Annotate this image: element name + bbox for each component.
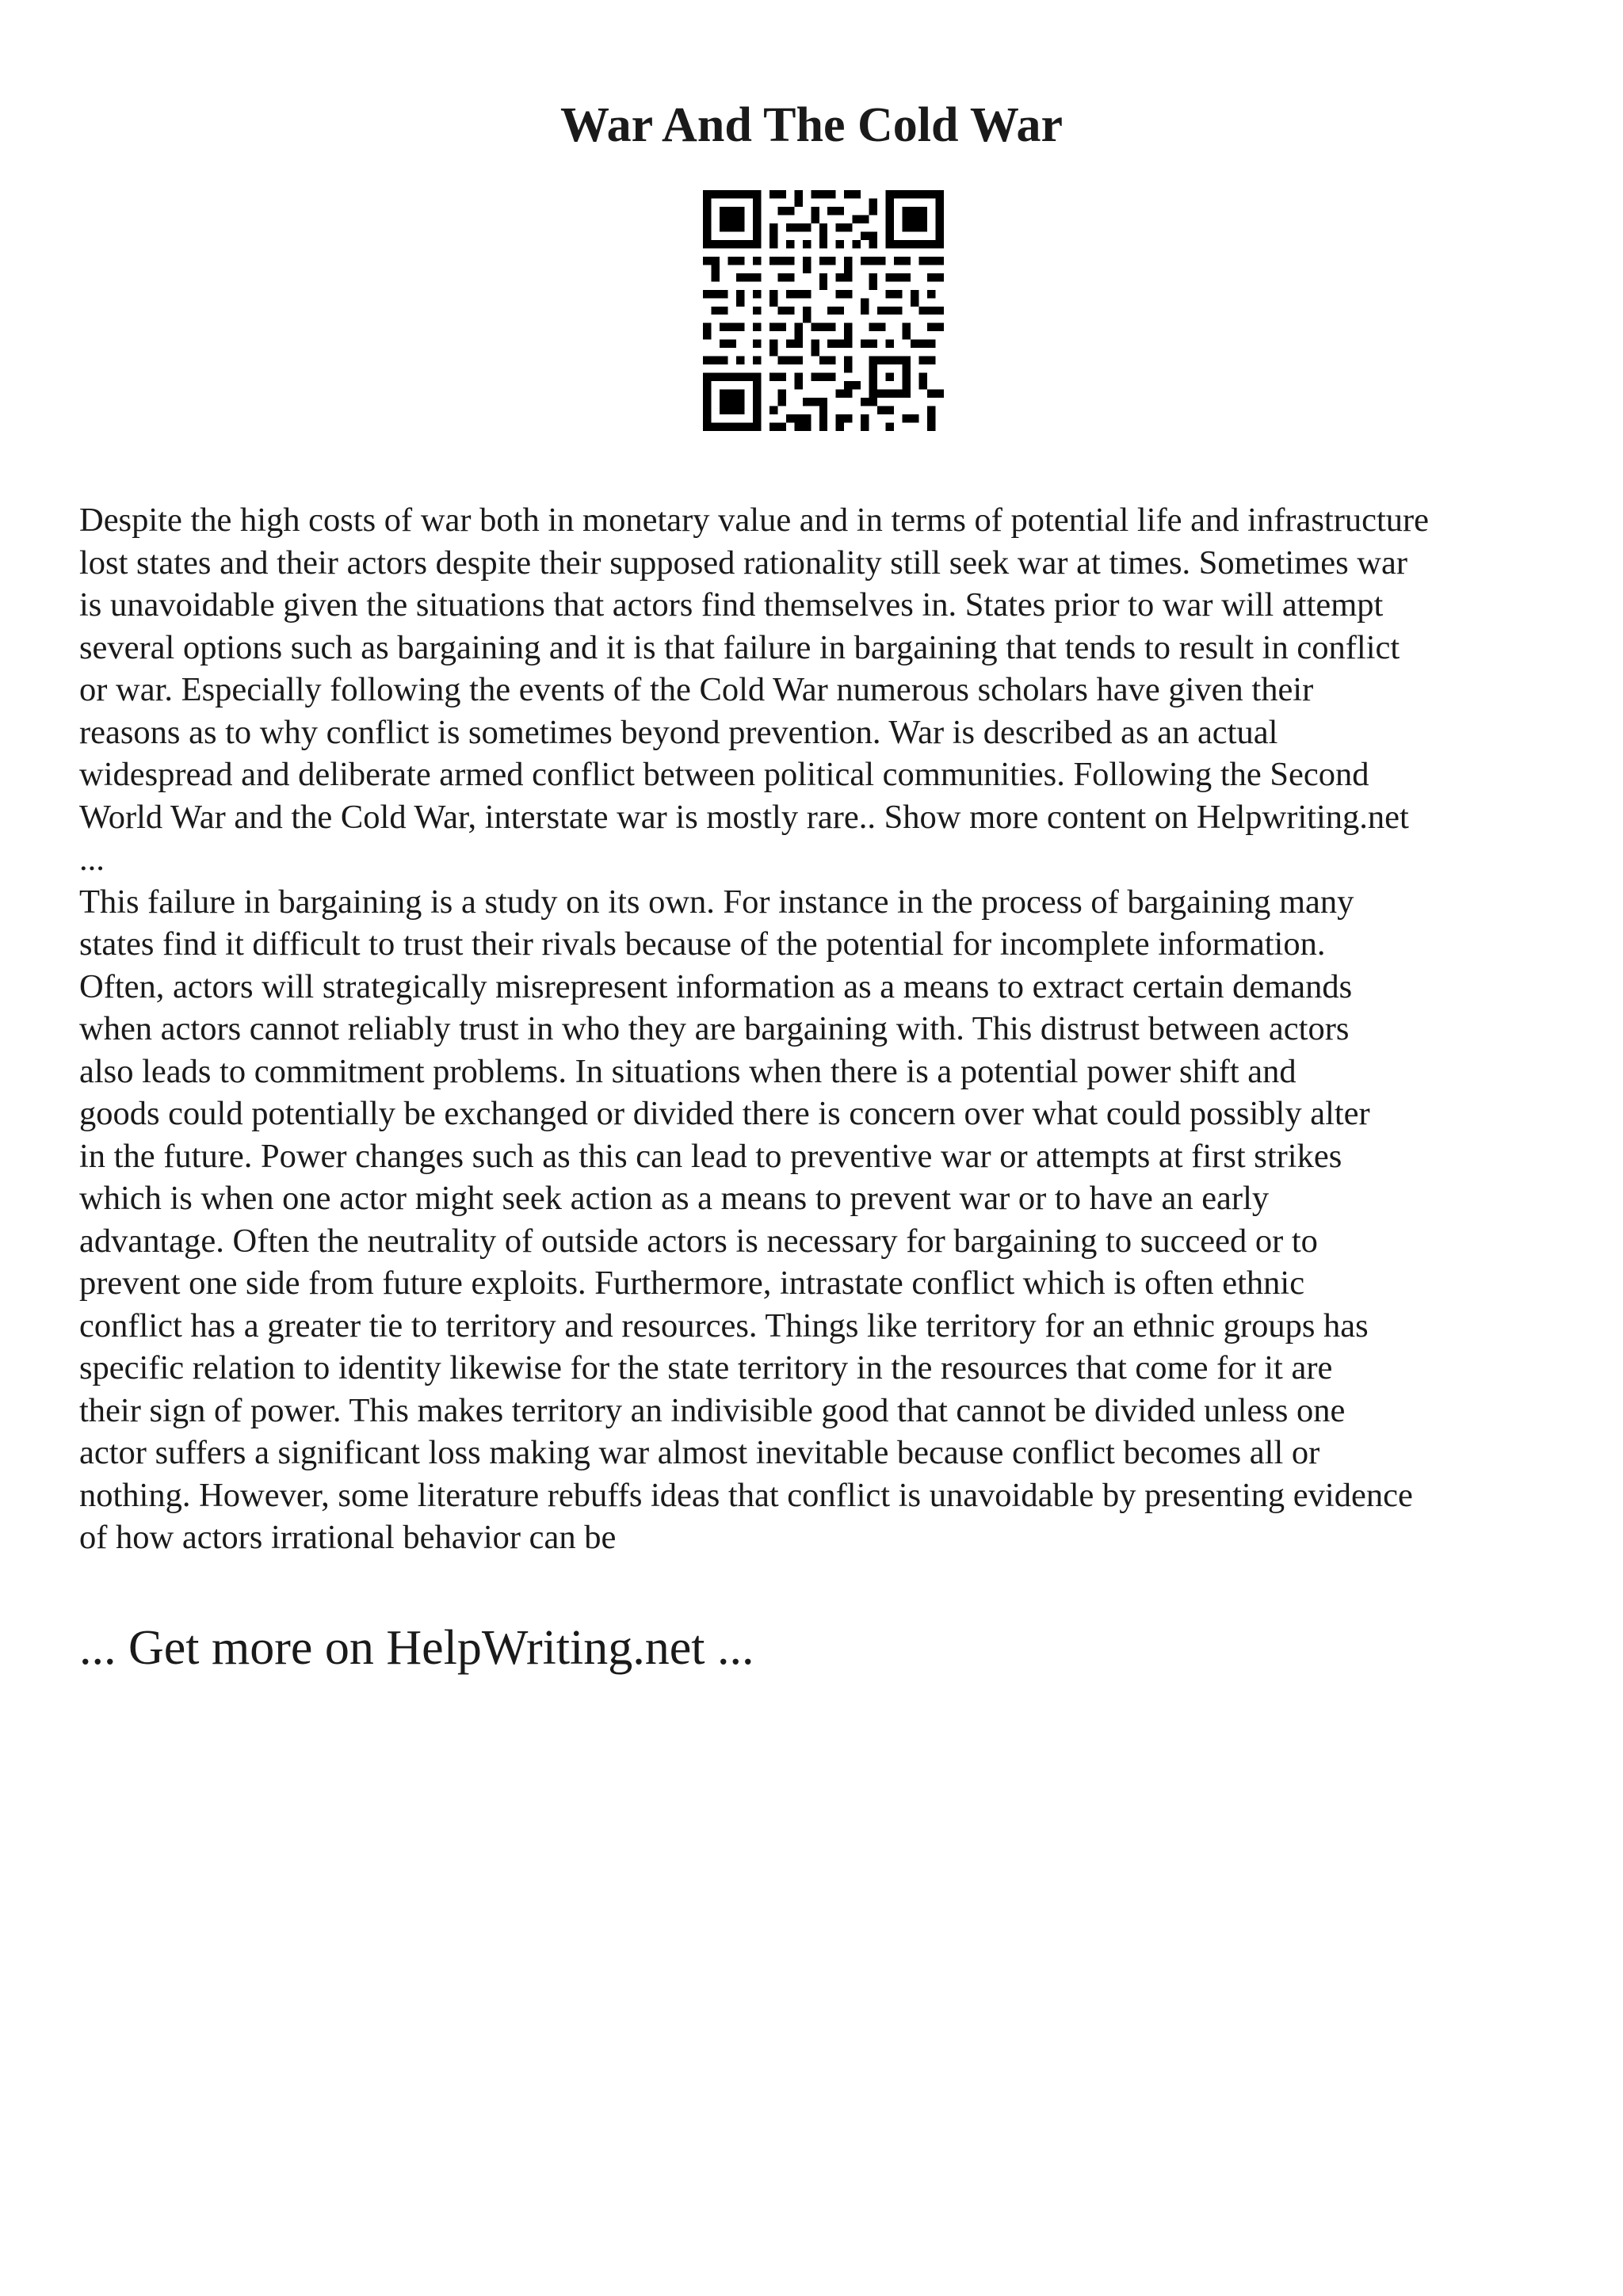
paragraph-1: Despite the high costs of war both in monetary value and in terms of potential life and infrastructure lost states and their actors despite their supposed rationality still seek war at times. Sometimes war is unavoidable given the situations that actors find themselves in. States prior to war will attempt several options such as bargaining and it is that failure in bargaining that tends to result in conflict or war. Especially following the events of the Cold War numerous scholars have given their reasons as to why conflict is sometimes beyond prevention. War is described as an actual widespread and deliberate armed conflict between political communities. Following the Second World War and the Cold War, interstate war is mostly rare.. Show more content on Helpwriting.net ... [79, 502, 1430, 878]
article-body [79, 499, 1585, 1559]
qr-code-icon [703, 190, 944, 431]
page-title: War And The Cold War [560, 98, 1063, 152]
get-more-link[interactable]: ... Get more on HelpWriting.net ... [79, 1621, 754, 1675]
paragraph-2: This failure in bargaining is a study on its own. For instance in the process of bargaining many states find it difficult to trust their rivals because of the potential for incomplete information. Often, actors will strategically misrepresent information as a means to extract certain demands when actors cannot reliably trust in who they are bargaining with. This distrust between actors also leads to commitment problems. In situations when there is a potential power shift and goods could potentially be exchanged or divided there is concern over what could possibly alter in the future. Power changes such as this can lead to preventive war or attempts at first strikes which is when one actor might seek action as a means to prevent war or to have an early advantage. Often the neutrality of outside actors is necessary for bargaining to succeed or to prevent one side from future exploits. Furthermore, intrastate conflict which is often ethnic conflict has a greater tie to territory and resources. Things like territory for an ethnic groups has specific relation to identity likewise for the state territory in the resources that come for it are their sign of power. This makes territory an indivisible good that cannot be divided unless one actor suffers a significant loss making war almost inevitable because conflict becomes all or nothing. However, some literature rebuffs ideas that conflict is unavoidable by presenting evidence of how actors irrational behavior can be [79, 883, 1413, 1556]
